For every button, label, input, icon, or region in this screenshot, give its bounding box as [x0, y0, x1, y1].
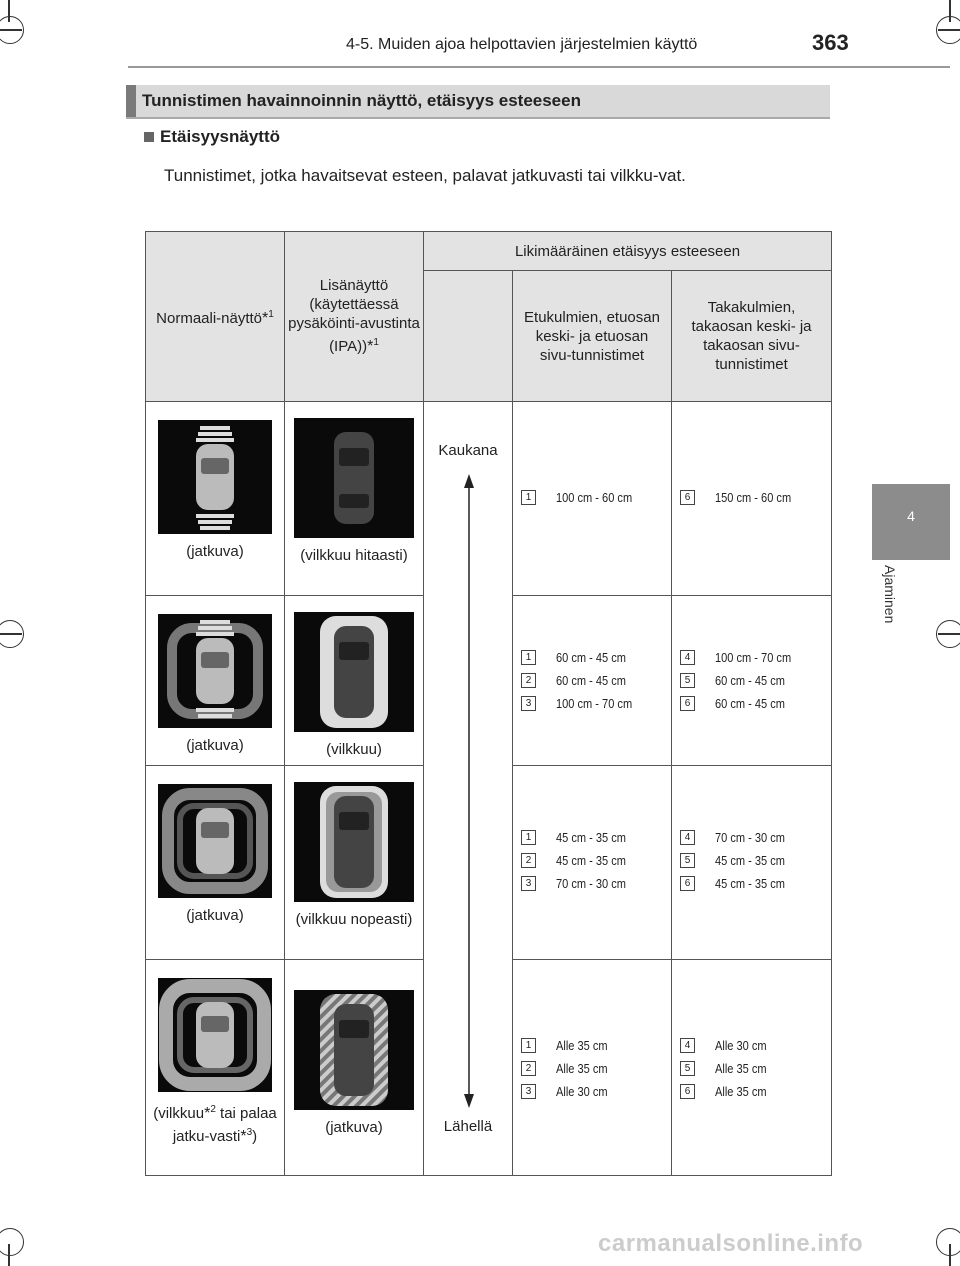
watermark: carmanualsonline.info — [598, 1230, 864, 1257]
distance-entry — [680, 1080, 831, 1103]
sensor-display-image — [294, 990, 414, 1110]
sensor-display-image — [294, 612, 414, 732]
distance-entry — [521, 646, 671, 669]
distance-value: 100 cm - 70 cm — [715, 650, 792, 665]
sensor-number: 6 — [680, 1084, 695, 1099]
extra-display-cell — [285, 960, 424, 1176]
distance-scale-cell — [424, 402, 513, 1176]
distance-value: Alle 35 cm — [556, 1038, 608, 1053]
sensor-number: 5 — [680, 673, 695, 688]
normal-display-header-text: Normaali-näyttö — [156, 309, 263, 327]
distance-value: 45 cm - 35 cm — [556, 853, 627, 868]
distance-entry — [680, 692, 831, 715]
extra-display-cell — [285, 402, 424, 596]
footnote-ref: 1 — [373, 337, 379, 348]
page-number: 363 — [812, 30, 849, 55]
chapter-label-text: Ajaminen — [882, 565, 898, 624]
distance-entry — [521, 826, 671, 849]
distance-header-text: Likimääräinen etäisyys esteeseen — [514, 242, 741, 260]
crop-mark-bottom-right — [936, 1228, 960, 1256]
distance-entry — [521, 669, 671, 692]
car-sensor-icon — [158, 614, 272, 728]
distance-value: 100 cm - 60 cm — [556, 490, 633, 505]
distance-entry — [521, 1034, 671, 1057]
distance-value: Alle 35 cm — [715, 1061, 767, 1076]
distance-value: 150 cm - 60 cm — [715, 490, 792, 505]
rear-distance-cell — [672, 596, 832, 766]
car-sensor-icon — [158, 784, 272, 898]
crop-line — [0, 633, 22, 635]
front-distance-cell — [513, 960, 672, 1176]
normal-display-cell — [146, 766, 285, 960]
sensor-display-image — [158, 614, 272, 728]
distance-value: 45 cm - 35 cm — [715, 853, 786, 868]
rear-sensors-header — [672, 271, 832, 402]
sensor-number: 3 — [521, 696, 536, 711]
distance-entry — [680, 669, 831, 692]
sensor-number: 4 — [680, 650, 695, 665]
square-bullet-icon — [144, 132, 154, 142]
crop-line — [938, 29, 960, 31]
crop-mark-bottom-left — [0, 1228, 24, 1256]
extra-display-cell — [285, 596, 424, 766]
distance-value: Alle 35 cm — [715, 1084, 767, 1099]
far-near-header-spacer — [424, 271, 513, 402]
rear-distance-cell — [672, 960, 832, 1176]
caption-part: (vilkkuu — [153, 1105, 205, 1122]
crop-line — [949, 0, 951, 22]
distance-value: 45 cm - 35 cm — [715, 876, 786, 891]
distance-value: 70 cm - 30 cm — [556, 876, 627, 891]
distance-entry — [680, 849, 831, 872]
crop-line — [0, 29, 22, 31]
distance-value: Alle 30 cm — [715, 1038, 767, 1053]
far-label: Kaukana — [438, 442, 498, 459]
rear-sensors-header-text: Takakulmien, takaosan keski- ja takaosan sivu-tunnistimet — [691, 299, 812, 373]
distance-value: 70 cm - 30 cm — [715, 830, 786, 845]
distance-entry — [521, 849, 671, 872]
distance-value: Alle 30 cm — [556, 1084, 608, 1099]
sensor-number: 4 — [680, 830, 695, 845]
body-paragraph: Tunnistimet, jotka havaitsevat esteen, palavat jatkuvasti tai vilkku-vat. — [164, 166, 686, 185]
normal-display-cell — [146, 596, 285, 766]
front-distance-cell — [513, 596, 672, 766]
front-distance-cell — [513, 766, 672, 960]
sensor-number: 1 — [521, 1038, 536, 1053]
footnote-ref: 1 — [268, 308, 274, 320]
near-label: Lähellä — [443, 1118, 493, 1135]
normal-display-cell — [146, 402, 285, 596]
sensor-number: 6 — [680, 876, 695, 891]
distance-header — [424, 232, 832, 271]
sensor-number: 6 — [680, 696, 695, 711]
section-heading-accent — [126, 85, 136, 117]
normal-display-caption: (jatkuva) — [186, 907, 244, 924]
sensor-number: 5 — [680, 853, 695, 868]
sensor-number: 2 — [521, 853, 536, 868]
front-sensors-header-text: Etukulmien, etuosan keski- ja etuosan sivu-tunnistimet — [524, 308, 660, 364]
distance-arrow-icon — [456, 474, 482, 1108]
extra-display-caption: (vilkkuu hitaasti) — [300, 547, 408, 564]
extra-display-caption: (jatkuva) — [325, 1119, 383, 1136]
distance-entry — [680, 872, 831, 895]
car-top-view-icon — [294, 612, 414, 732]
section-heading: Tunnistimen havainnoinnin näyttö, etäisyys esteeseen — [142, 91, 581, 110]
footnote-ref: 2 — [210, 1104, 216, 1115]
distance-value: 60 cm - 45 cm — [715, 673, 786, 688]
distance-value: 60 cm - 45 cm — [715, 696, 786, 711]
caption-part: ) — [252, 1128, 258, 1145]
distance-value: 100 cm - 70 cm — [556, 696, 633, 711]
front-distance-cell — [513, 402, 672, 596]
sensor-number: 1 — [521, 650, 536, 665]
distance-entry — [521, 872, 671, 895]
footnote-ref: 3 — [246, 1127, 253, 1138]
normal-display-caption: (vilkkuu*$^2$ tai palaa jatku-vasti*$^3$) — [153, 1104, 277, 1145]
sensor-number: 6 — [680, 490, 695, 505]
crop-line — [8, 1244, 10, 1266]
distance-value: 45 cm - 35 cm — [556, 830, 627, 845]
distance-entry — [680, 826, 831, 849]
distance-value: Alle 35 cm — [556, 1061, 608, 1076]
extra-display-caption: (vilkkuu) — [326, 741, 382, 758]
extra-display-cell — [285, 766, 424, 960]
sensor-display-image — [158, 784, 272, 898]
header-rule — [128, 66, 950, 68]
distance-value: 60 cm - 45 cm — [556, 650, 627, 665]
chapter-tab[interactable] — [872, 484, 950, 560]
distance-entry — [680, 646, 831, 669]
normal-display-caption: (jatkuva) — [186, 543, 244, 560]
rear-distance-cell — [672, 766, 832, 960]
distance-entry — [521, 692, 671, 715]
sensor-display-image — [294, 782, 414, 902]
normal-display-header: Normaali-näyttö*$^1$ — [146, 232, 285, 402]
sensor-display-image — [158, 420, 272, 534]
distance-value: 60 cm - 45 cm — [556, 673, 627, 688]
crop-line — [8, 0, 10, 22]
distance-entry — [521, 1057, 671, 1080]
sensor-number: 4 — [680, 1038, 695, 1053]
distance-entry — [680, 486, 831, 509]
distance-entry — [521, 486, 671, 509]
normal-display-caption: (jatkuva) — [186, 737, 244, 754]
normal-display-cell — [146, 960, 285, 1176]
subheading — [144, 127, 280, 147]
running-header-title: 4-5. Muiden ajoa helpottavien järjestelmien käyttö — [346, 36, 698, 53]
chapter-number: 4 — [907, 508, 915, 524]
distance-entry — [680, 1034, 831, 1057]
car-top-view-hatched-icon — [294, 990, 414, 1110]
car-sensor-icon — [158, 420, 272, 534]
distance-entry — [680, 1057, 831, 1080]
car-sensor-icon — [158, 978, 272, 1092]
section-heading-bar — [126, 85, 830, 119]
sensor-display-image — [294, 418, 414, 538]
distance-table — [145, 231, 832, 1176]
subheading-text: Etäisyysnäyttö — [160, 127, 280, 146]
front-sensors-header — [513, 271, 672, 402]
rear-distance-cell — [672, 402, 832, 596]
sensor-number: 2 — [521, 673, 536, 688]
caption-part: tai palaa jatku-vasti — [172, 1105, 277, 1145]
crop-line — [949, 1244, 951, 1266]
crop-line — [938, 633, 960, 635]
sensor-number: 3 — [521, 876, 536, 891]
chapter-label — [880, 565, 898, 655]
sensor-number: 1 — [521, 490, 536, 505]
extra-display-caption: (vilkkuu nopeasti) — [295, 911, 413, 928]
extra-display-header-text: Lisänäyttö (käytettäessä pysäköinti-avustinta (IPA)) — [288, 277, 420, 355]
distance-entry — [521, 1080, 671, 1103]
extra-display-header: Lisänäyttö (käytettäessä pysäköinti-avustinta (IPA))*$^1$ — [285, 232, 424, 402]
sensor-number: 3 — [521, 1084, 536, 1099]
sensor-number: 2 — [521, 1061, 536, 1076]
car-top-view-icon — [294, 418, 414, 538]
car-top-view-icon — [294, 782, 414, 902]
sensor-number: 5 — [680, 1061, 695, 1076]
sensor-number: 1 — [521, 830, 536, 845]
sensor-display-image — [158, 978, 272, 1092]
